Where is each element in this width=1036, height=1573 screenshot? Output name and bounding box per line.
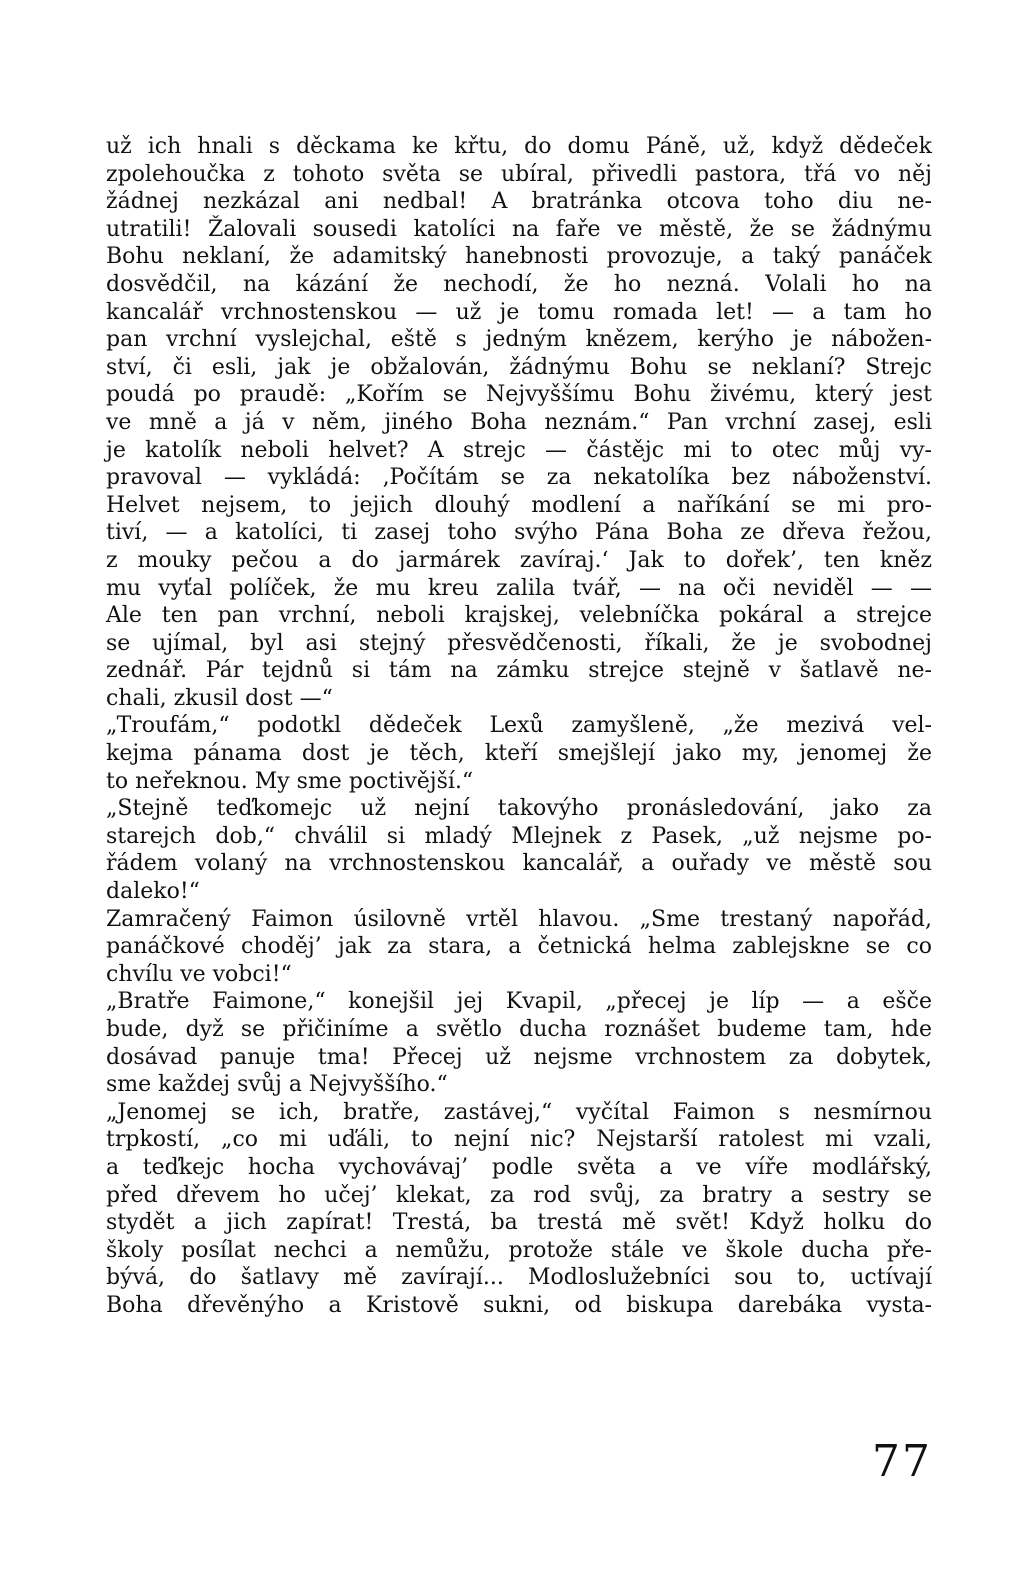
text-line-21: chali, zkusil dost —“	[106, 685, 333, 711]
text-line-41: školy posílat nechci a nemůžu, protože stále ve škole ducha pře-	[106, 1237, 932, 1263]
text-line-26: starejch dob,“ chválil si mladý Mlejnek z Pasek, „už nejsme po-	[106, 823, 932, 849]
body-text	[106, 133, 932, 1320]
text-line-1: už ich hnali s děckama ke křtu, do domu Páně, už, když dědeček	[106, 134, 932, 159]
page-number: 77	[872, 1436, 932, 1487]
text-line-25: „Stejně teďkomejc už nejní takovýho pronásledování, jako za	[106, 796, 932, 822]
text-line-32: „Bratře Faimone,“ konejšil jej Kvapil, „přecej je líp — a ešče	[106, 989, 932, 1015]
text-line-19: se ujímal, byl asi stejný přesvědčenosti, říkali, že je svobodnej	[106, 630, 932, 656]
text-line-40: stydět a jich zapírat! Trestá, ba trestá mě svět! Když holku do	[106, 1210, 932, 1236]
text-line-38: a teďkejc hocha vychovávaj’ podle světa a ve víře modlářský,	[106, 1154, 932, 1180]
text-line-36: „Jenomej se ich, bratře, zastávej,“ vyčítal Faimon s nesmírnou	[106, 1099, 932, 1125]
text-line-24: to neřeknou. My sme poctivější.“	[106, 768, 474, 794]
text-line-23: kejma pánama dost je těch, kteří smejšlejí jako my, jenomej že	[106, 741, 932, 767]
text-line-16: z mouky pečou a do jarmárek zavíraj.‘ Jak to dořek’, ten kněz	[106, 547, 932, 573]
text-line-15: tiví, — a katolíci, ti zasej toho svýho Pána Boha ze dřeva řežou,	[106, 520, 932, 546]
text-line-27: řádem volaný na vrchnostenskou kancalář, a ouřady ve městě sou	[106, 851, 932, 877]
text-line-17: mu vyťal políček, že mu kreu zalila tvář, — na oči neviděl — —	[106, 575, 932, 601]
text-line-2: zpolehoučka z tohoto světa se ubíral, přivedli pastora, třá vo něj	[106, 161, 932, 187]
text-line-11: ve mně a já v něm, jiného Boha neznám.“ Pan vrchní zasej, esli	[106, 409, 932, 435]
text-line-13: pravoval — vykládá: ‚Počítám se za nekatolíka bez náboženství.	[106, 465, 932, 491]
text-line-4: utratili! Žalovali sousedi katolíci na faře ve městě, že se žádnýmu	[106, 216, 932, 242]
text-line-6: dosvědčil, na kázání že nechodí, že ho nezná. Volali ho na	[106, 271, 932, 297]
text-line-30: panáčkové choděj’ jak za stara, a četnická helma zablejskne se co	[106, 934, 932, 960]
text-line-42: bývá, do šatlavy mě zavírají... Modloslužebníci sou to, uctívají	[106, 1265, 932, 1291]
text-line-33: bude, dyž se přičiníme a světlo ducha roznášet budeme tam, hde	[106, 1017, 932, 1042]
text-line-29: Zamračený Faimon úsilovně vrtěl hlavou. „Sme trestaný napořád,	[106, 906, 932, 932]
text-line-35: sme každej svůj a Nejvyššího.“	[106, 1072, 448, 1098]
text-line-12: je katolík neboli helvet? A strejc — částějc mi to otec můj vy-	[106, 437, 932, 463]
text-line-28: daleko!“	[106, 879, 200, 905]
text-line-9: ství, či esli, jak je obžalován, žádnýmu Bohu se neklaní? Strejc	[106, 354, 932, 380]
text-line-31: chvílu ve vobci!“	[106, 961, 292, 987]
text-line-7: kancalář vrchnostenskou — už je tomu romada let! — a tam ho	[106, 299, 932, 325]
text-line-14: Helvet nejsem, to jejich dlouhý modlení a naříkání se mi pro-	[106, 492, 932, 518]
text-line-10: poudá po praudě: „Kořím se Nejvyššímu Bohu živému, který jest	[106, 382, 932, 408]
text-line-37: trpkostí, „co mi uďáli, to nejní nic? Nejstarší ratolest mi vzali,	[106, 1127, 932, 1153]
text-line-22: „Troufám,“ podotkl dědeček Lexů zamyšleně, „že mezivá vel-	[106, 713, 932, 739]
text-line-39: před dřevem ho učej’ klekat, za rod svůj, za bratry a sestry se	[106, 1182, 932, 1208]
text-line-43: Boha dřevěnýho a Kristově sukni, od biskupa darebáka vysta-	[106, 1292, 932, 1318]
text-line-8: pan vrchní vyslejchal, eště s jedným knězem, kerýho je nábožen-	[106, 327, 932, 353]
text-line-34: dosávad panuje tma! Přecej už nejsme vrchnostem za dobytek,	[106, 1044, 932, 1070]
text-line-18: Ale ten pan vrchní, neboli krajskej, velebníčka pokáral a strejce	[106, 603, 932, 629]
text-line-5: Bohu neklaní, že adamitský hanebnosti provozuje, a taký panáček	[106, 244, 932, 270]
text-line-3: žádnej nezkázal ani nedbal! A bratránka otcova toho diu ne-	[106, 189, 932, 215]
text-line-20: zednář. Pár tejdnů si tám na zámku strejce stejně v šatlavě ne-	[106, 658, 932, 684]
